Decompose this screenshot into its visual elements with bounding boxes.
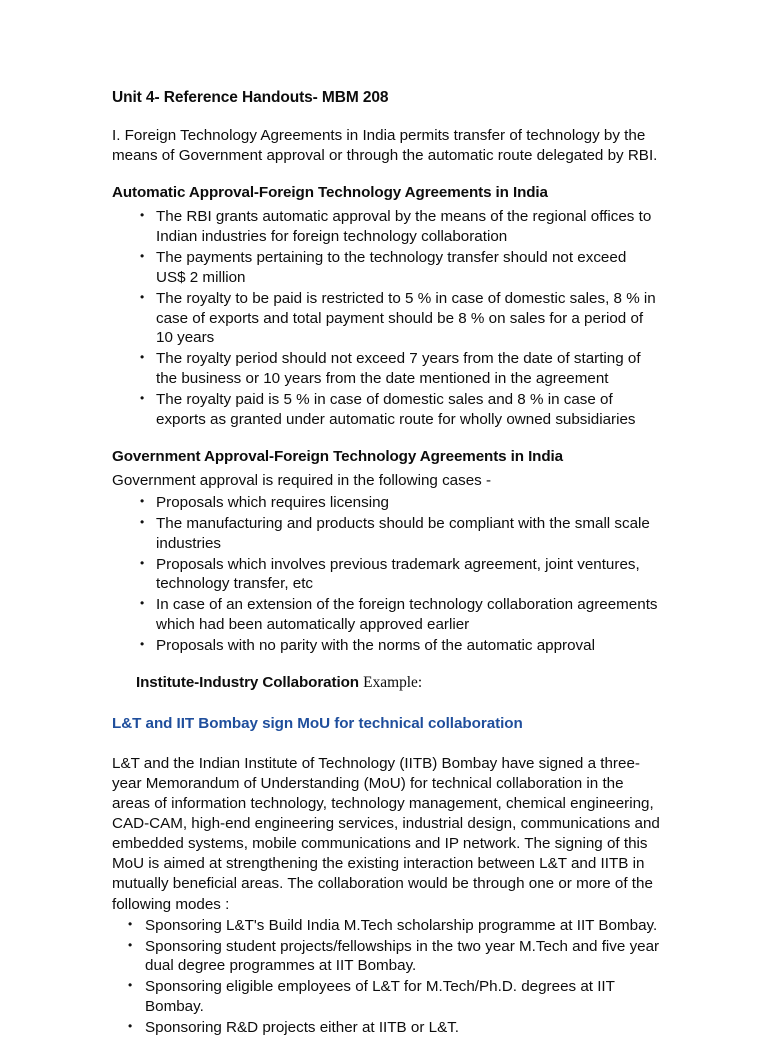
list-item: • Sponsoring eligible employees of L&T for M.Tech/Ph.D. degrees at IIT Bombay.	[112, 977, 660, 1017]
government-approval-list	[112, 493, 660, 656]
list-item: • The royalty paid is 5 % in case of domestic sales and 8 % in case of exports as granted under automatic route for wholly owned subsidiaries	[112, 390, 660, 430]
list-item: • Sponsoring R&D projects either at IITB or L&T.	[112, 1018, 660, 1038]
list-item: • Sponsoring L&T's Build India M.Tech scholarship programme at IIT Bombay.	[112, 916, 660, 936]
list-item: • The royalty to be paid is restricted to 5 % in case of domestic sales, 8 % in case of exports and total payment should be 8 % on sales for a period of 10 years	[112, 289, 660, 348]
list-item: • Proposals which involves previous trademark agreement, joint ventures, technology transfer, etc	[112, 555, 660, 595]
page-title: Unit 4- Reference Handouts- MBM 208	[112, 89, 389, 106]
news-body-paragraph: L&T and the Indian Institute of Technology (IITB) Bombay have signed a three-year Memorandum of Understanding (MoU) for technical collaboration in the areas of information technology, technology management, chemical engineering, CAD-CAM, high-end engineering services, industrial design, communications and embedded systems, mobile communications and IP network. The signing of this MoU is aimed at strengthening the existing interaction between L&T and IITB in mutually beneficial areas. The collaboration would be through one or more of the following modes :	[112, 754, 660, 913]
news-headline: L&T and IIT Bombay sign MoU for technical collaboration	[112, 714, 523, 732]
automatic-approval-list	[112, 207, 660, 429]
collaboration-label: Institute-Industry Collaboration	[136, 673, 359, 691]
section-heading-automatic-approval: Automatic Approval-Foreign Technology Agreements in India	[112, 183, 548, 201]
list-item: • Proposals which requires licensing	[112, 493, 660, 513]
institute-industry-collaboration-line	[136, 673, 660, 693]
list-item: • The royalty period should not exceed 7 years from the date of starting of the business or 10 years from the date mentioned in the agreement	[112, 349, 660, 389]
list-item: • The payments pertaining to the technology transfer should not exceed US$ 2 million	[112, 248, 660, 288]
collaboration-example-label: Example:	[363, 673, 423, 691]
list-item: • Sponsoring student projects/fellowships in the two year M.Tech and five year dual degree programmes at IIT Bombay.	[112, 937, 660, 977]
list-item: • The manufacturing and products should be compliant with the small scale industries	[112, 514, 660, 554]
list-item: • Proposals with no parity with the norms of the automatic approval	[112, 636, 660, 656]
list-item: • The RBI grants automatic approval by the means of the regional offices to Indian industries for foreign technology collaboration	[112, 207, 660, 247]
government-approval-lead: Government approval is required in the following cases -	[112, 472, 492, 490]
intro-paragraph: I. Foreign Technology Agreements in India permits transfer of technology by the means of Government approval or through the automatic route delegated by RBI.	[112, 126, 658, 164]
list-item: • In case of an extension of the foreign technology collaboration agreements which had been automatically approved earlier	[112, 595, 660, 635]
news-modes-list	[112, 916, 660, 1038]
section-heading-government-approval: Government Approval-Foreign Technology Agreements in India	[112, 447, 564, 465]
